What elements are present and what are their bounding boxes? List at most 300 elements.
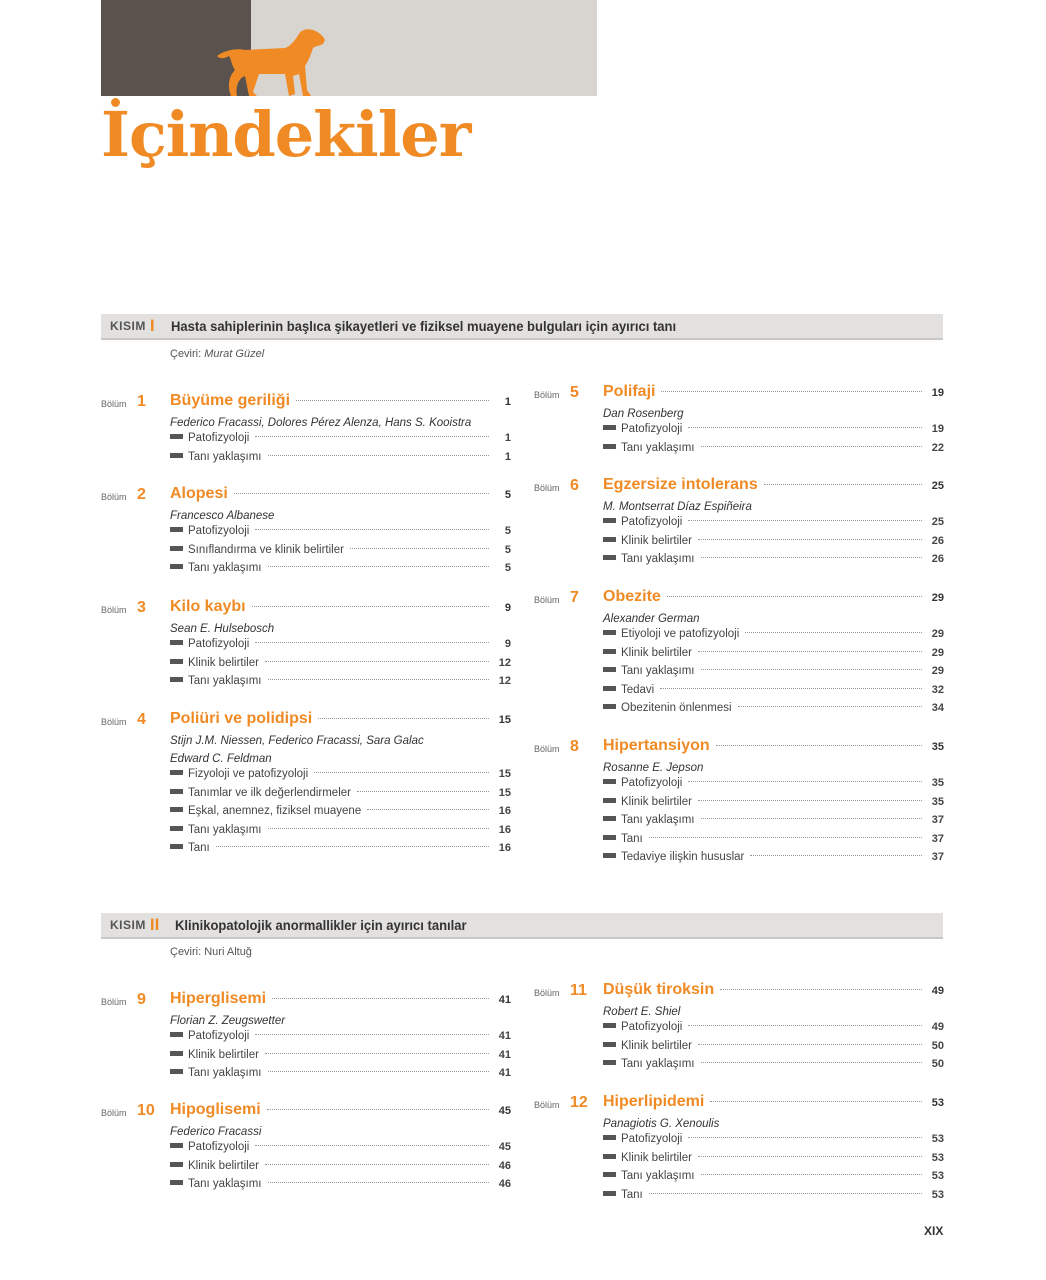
dog-silhouette-icon: [215, 26, 327, 100]
subsection-page: 15: [498, 786, 511, 799]
subsection-label: Patofizyoloji: [188, 525, 250, 537]
subsection-page: 41: [498, 1067, 511, 1080]
bullet-bar-icon: [603, 779, 616, 784]
chapter-title[interactable]: Hipertansiyon: [603, 737, 710, 754]
chapter-title-row: [603, 588, 944, 606]
chapter-heading: [101, 1101, 511, 1123]
subsection-label: Tanı yaklaşımı: [188, 823, 262, 836]
chapter-title[interactable]: Büyüme geriliği: [170, 392, 291, 409]
subsection-entry[interactable]: [603, 684, 944, 703]
dot-leader: [661, 391, 922, 392]
dot-leader: [701, 818, 923, 819]
bullet-bar-icon: [603, 1135, 616, 1140]
subsection-entry[interactable]: [170, 451, 511, 470]
chapter-number: 4: [137, 711, 146, 728]
chapter-title[interactable]: Obezite: [603, 588, 661, 605]
subsection-page: 35: [931, 795, 944, 808]
chapter-title-row: [170, 392, 511, 410]
dot-leader: [667, 596, 922, 597]
dot-leader: [649, 1193, 922, 1194]
bullet-bar-icon: [603, 1172, 616, 1177]
dot-leader: [698, 800, 922, 801]
dot-leader: [698, 539, 922, 540]
subsection-entry[interactable]: [170, 432, 511, 451]
chapter-label: Bölüm: [534, 1100, 560, 1110]
chapter-heading: [534, 737, 944, 759]
page-title: İçindekiler: [101, 98, 471, 171]
dot-leader: [268, 1071, 490, 1072]
chapter-page: 41: [498, 994, 511, 1006]
subsection-label: Tanı yaklaşımı: [188, 1067, 262, 1080]
subsection-page: 32: [931, 683, 944, 696]
subsection-page: 12: [498, 656, 511, 669]
bullet-bar-icon: [170, 659, 183, 664]
chapter-authors: Francesco Albanese: [170, 510, 275, 522]
chapter-label: Bölüm: [534, 988, 560, 998]
dot-leader: [255, 436, 489, 437]
bullet-bar-icon: [603, 1042, 616, 1047]
subsection-label: Tanı yaklaşımı: [621, 1170, 695, 1183]
subsection-label: Tanımlar ve ilk değerlendirmeler: [188, 786, 351, 799]
subsection-entry[interactable]: [603, 1189, 944, 1208]
subsection-entry[interactable]: [603, 647, 944, 666]
bullet-bar-icon: [170, 564, 183, 569]
subsection-label: Tanı yaklaşımı: [188, 1178, 262, 1191]
subsection-label: Tanı yaklaşımı: [188, 562, 262, 575]
dot-leader: [350, 548, 489, 549]
part-label: KISIM: [110, 918, 146, 932]
subsection-label: Eşkal, anemnez, fiziksel muayene: [188, 805, 362, 818]
chapter-page: 19: [931, 387, 944, 399]
subsection-page: 53: [931, 1188, 944, 1201]
dot-leader: [698, 651, 922, 652]
subsection-label: Patofizyoloji: [621, 423, 683, 435]
subsection-entry[interactable]: [170, 842, 511, 861]
chapter-authors: Alexander German: [603, 613, 700, 625]
subsection-page: 9: [504, 638, 511, 650]
subsection-entry[interactable]: [603, 1170, 944, 1189]
chapter-heading: [534, 476, 944, 498]
bullet-bar-icon: [603, 425, 616, 430]
dot-leader: [660, 688, 922, 689]
subsection-label: Tanı yaklaşımı: [621, 665, 695, 678]
chapter-page: 49: [931, 985, 944, 997]
chapter-heading: [534, 981, 944, 1003]
bullet-bar-icon: [170, 1180, 183, 1185]
subsection-entry[interactable]: [170, 824, 511, 843]
chapter-title-row: [603, 476, 944, 494]
subsection-entry[interactable]: [603, 1133, 944, 1152]
part-header-1: [101, 314, 943, 340]
chapter-title[interactable]: Polifaji: [603, 383, 656, 400]
subsection-entry[interactable]: [603, 535, 944, 554]
subsection-page: 29: [931, 628, 944, 640]
subsection-page: 53: [931, 1133, 944, 1145]
bullet-bar-icon: [170, 434, 183, 439]
dot-leader: [688, 781, 922, 782]
chapter-title-row: [170, 1101, 511, 1119]
chapter-entry[interactable]: [534, 588, 944, 721]
chapter-title[interactable]: Egzersize intolerans: [603, 476, 758, 493]
dot-leader: [268, 566, 490, 567]
bullet-bar-icon: [603, 816, 616, 821]
subsection-label: Patofizyoloji: [188, 1030, 250, 1042]
bullet-bar-icon: [603, 704, 616, 709]
chapter-entry[interactable]: [534, 383, 944, 460]
subsection-page: 15: [498, 768, 511, 780]
chapter-entry[interactable]: [534, 737, 944, 870]
chapter-entry[interactable]: [101, 990, 511, 1086]
chapter-heading: [534, 1093, 944, 1115]
subsection-page: 22: [931, 441, 944, 454]
subsection-entry[interactable]: [603, 1058, 944, 1077]
subsection-page: 46: [498, 1178, 511, 1191]
chapter-entry[interactable]: [534, 1093, 944, 1207]
subsection-entry[interactable]: [170, 1141, 511, 1160]
chapter-authors: Panagiotis G. Xenoulis: [603, 1118, 720, 1130]
subsection-label: Tanı yaklaşımı: [188, 675, 262, 688]
subsection-label: Tanı yaklaşımı: [621, 441, 695, 454]
chapter-page: 53: [931, 1097, 944, 1109]
subsection-page: 41: [498, 1030, 511, 1042]
subsection-label: Fizyoloji ve patofizyoloji: [188, 768, 309, 780]
chapter-title[interactable]: Hiperglisemi: [170, 990, 267, 1007]
subsection-entry[interactable]: [170, 544, 511, 563]
subsection-label: Klinik belirtiler: [621, 1039, 692, 1052]
subsection-entry[interactable]: [603, 796, 944, 815]
part-label: KISIM: [110, 319, 146, 333]
chapter-title-row: [603, 1093, 944, 1111]
subsection-page: 29: [931, 646, 944, 659]
subsection-entry[interactable]: [603, 553, 944, 572]
subsection-label: Patofizyoloji: [621, 1133, 683, 1145]
subsection-page: 41: [498, 1048, 511, 1061]
subsection-entry[interactable]: [170, 638, 511, 657]
dot-leader: [701, 1062, 923, 1063]
dot-leader: [216, 846, 489, 847]
subsection-page: 1: [504, 432, 511, 444]
translator-line: [170, 946, 252, 958]
dot-leader: [255, 529, 489, 530]
chapter-heading: [534, 383, 944, 405]
subsection-entry[interactable]: [603, 628, 944, 647]
subsection-page: 25: [931, 516, 944, 528]
chapter-label: Bölüm: [101, 717, 127, 727]
chapter-authors: Federico Fracassi, Dolores Pérez Alenza, Hans S. Kooistra: [170, 417, 472, 429]
chapter-heading: [101, 990, 511, 1012]
subsection-page: 37: [931, 851, 944, 864]
subsection-label: Patofizyoloji: [621, 777, 683, 789]
chapter-number: 5: [570, 384, 579, 401]
chapter-title[interactable]: Düşük tiroksin: [603, 981, 715, 998]
subsection-label: Patofizyoloji: [188, 432, 250, 444]
chapter-entry[interactable]: [101, 485, 511, 581]
subsection-page: 26: [931, 534, 944, 547]
chapter-page: 45: [498, 1105, 511, 1117]
chapter-page: 9: [504, 602, 511, 614]
dot-leader: [255, 1034, 489, 1035]
subsection-label: Klinik belirtiler: [621, 1151, 692, 1164]
subsection-label: Tanı: [621, 1188, 643, 1201]
translator-line: [170, 348, 264, 360]
subsection-entry[interactable]: [170, 805, 511, 824]
subsection-entry[interactable]: [170, 1067, 511, 1086]
subsection-label: Sınıflandırma ve klinik belirtiler: [188, 543, 344, 556]
chapter-title[interactable]: Hiperlipidemi: [603, 1093, 705, 1110]
subsection-label: Tedavi: [621, 683, 655, 696]
translator-prefix: Çeviri:: [170, 348, 202, 360]
chapter-number: 2: [137, 486, 146, 503]
chapter-authors: Dan Rosenberg: [603, 408, 684, 420]
chapter-title[interactable]: Kilo kaybı: [170, 598, 246, 615]
chapter-title-row: [603, 981, 944, 999]
subsection-page: 12: [498, 675, 511, 688]
subsection-label: Klinik belirtiler: [188, 1159, 259, 1172]
chapter-title-row: [603, 383, 944, 401]
subsection-page: 37: [931, 832, 944, 845]
subsection-entry[interactable]: [603, 442, 944, 461]
subsection-page: 53: [931, 1170, 944, 1183]
subsection-entry[interactable]: [170, 562, 511, 581]
bullet-bar-icon: [170, 1051, 183, 1056]
dot-leader: [272, 998, 489, 999]
subsection-page: 29: [931, 665, 944, 678]
subsection-page: 5: [504, 525, 511, 537]
dot-leader: [764, 484, 922, 485]
translator-name: Nuri Altuğ: [204, 946, 252, 958]
subsection-label: Patofizyoloji: [621, 516, 683, 528]
dot-leader: [268, 1182, 490, 1183]
dot-leader: [710, 1101, 922, 1102]
chapter-entry[interactable]: [101, 710, 511, 861]
dot-leader: [318, 718, 489, 719]
dot-leader: [252, 606, 489, 607]
chapter-label: Bölüm: [101, 605, 127, 615]
subsection-page: 53: [931, 1151, 944, 1164]
chapter-heading: [101, 710, 511, 732]
subsection-entry[interactable]: [170, 1160, 511, 1179]
subsection-page: 5: [504, 543, 511, 556]
chapter-entry[interactable]: [534, 981, 944, 1077]
bullet-bar-icon: [170, 546, 183, 551]
dot-leader: [268, 828, 490, 829]
subsection-page: 16: [498, 842, 511, 855]
subsection-page: 1: [504, 450, 511, 463]
subsection-entry[interactable]: [603, 665, 944, 684]
chapter-title[interactable]: Poliüri ve polidipsi: [170, 710, 313, 727]
subsection-page: 46: [498, 1159, 511, 1172]
chapter-number: 12: [570, 1094, 588, 1111]
subsection-entry[interactable]: [170, 1030, 511, 1049]
subsection-label: Tanı: [621, 832, 643, 845]
subsection-entry[interactable]: [603, 814, 944, 833]
subsection-entry[interactable]: [603, 423, 944, 442]
subsection-page: 26: [931, 553, 944, 566]
subsection-label: Patofizyoloji: [188, 638, 250, 650]
subsection-entry[interactable]: [170, 657, 511, 676]
subsection-entry[interactable]: [170, 1178, 511, 1197]
dot-leader: [688, 1025, 922, 1026]
chapter-authors: Stijn J.M. Niessen, Federico Fracassi, Sara Galac: [170, 735, 424, 747]
dot-leader: [255, 1145, 489, 1146]
chapter-page: 25: [931, 480, 944, 492]
bullet-bar-icon: [170, 677, 183, 682]
dot-leader: [268, 679, 490, 680]
chapter-title[interactable]: Hipoglisemi: [170, 1101, 261, 1118]
subsection-label: Klinik belirtiler: [621, 646, 692, 659]
bullet-bar-icon: [170, 826, 183, 831]
subsection-page: 45: [498, 1141, 511, 1153]
dot-leader: [750, 855, 922, 856]
subsection-entry[interactable]: [603, 516, 944, 535]
dot-leader: [745, 632, 922, 633]
bullet-bar-icon: [170, 770, 183, 775]
subsection-label: Tanı yaklaşımı: [188, 450, 262, 463]
dot-leader: [688, 1137, 922, 1138]
chapter-label: Bölüm: [101, 399, 127, 409]
subsection-page: 19: [931, 423, 944, 435]
subsection-label: Klinik belirtiler: [188, 656, 259, 669]
chapter-entry[interactable]: [101, 1101, 511, 1197]
chapter-page: 5: [504, 489, 511, 501]
bullet-bar-icon: [170, 1143, 183, 1148]
subsection-entry[interactable]: [603, 1021, 944, 1040]
subsection-entry[interactable]: [603, 777, 944, 796]
subsection-label: Tedaviye ilişkin hususlar: [621, 851, 745, 864]
bullet-bar-icon: [170, 789, 183, 794]
subsection-entry[interactable]: [603, 1040, 944, 1059]
chapter-heading: [101, 485, 511, 507]
chapter-authors: Sean E. Hulsebosch: [170, 623, 275, 635]
subsection-entry[interactable]: [170, 768, 511, 787]
dot-leader: [255, 642, 489, 643]
part-title: Klinikopatolojik anormallikler için ayırıcı tanılar: [175, 917, 467, 933]
bullet-bar-icon: [603, 853, 616, 858]
bullet-bar-icon: [170, 1069, 183, 1074]
dot-leader: [698, 1156, 922, 1157]
bullet-bar-icon: [603, 1154, 616, 1159]
subsection-entry[interactable]: [603, 1152, 944, 1171]
subsection-page: 16: [498, 805, 511, 818]
chapter-title-row: [170, 710, 511, 728]
chapter-entry[interactable]: [534, 476, 944, 572]
subsection-page: 49: [931, 1021, 944, 1033]
subsection-entry[interactable]: [603, 702, 944, 721]
chapter-label: Bölüm: [534, 483, 560, 493]
dot-leader: [265, 1053, 489, 1054]
dot-leader: [268, 455, 490, 456]
chapter-number: 1: [137, 393, 146, 410]
subsection-page: 37: [931, 814, 944, 827]
chapter-heading: [101, 392, 511, 414]
bullet-bar-icon: [603, 686, 616, 691]
dot-leader: [701, 557, 923, 558]
chapter-authors: M. Montserrat Díaz Espiñeira: [603, 501, 752, 513]
bullet-bar-icon: [603, 1060, 616, 1065]
dot-leader: [649, 837, 922, 838]
dot-leader: [296, 400, 489, 401]
bullet-bar-icon: [170, 640, 183, 645]
chapter-page: 15: [498, 714, 511, 726]
subsection-entry[interactable]: [170, 1049, 511, 1068]
chapter-title[interactable]: Alopesi: [170, 485, 228, 502]
bullet-bar-icon: [603, 1191, 616, 1196]
chapter-number: 6: [570, 477, 579, 494]
part-title: Hasta sahiplerinin başlıca şikayetleri ve fiziksel muayene bulguları için ayırıcı tanı: [170, 318, 676, 334]
dot-leader: [701, 669, 923, 670]
dot-leader: [688, 427, 922, 428]
chapter-title-row: [603, 737, 944, 755]
chapter-label: Bölüm: [534, 390, 560, 400]
subsection-entry[interactable]: [603, 833, 944, 852]
subsection-page: 50: [931, 1039, 944, 1052]
dot-leader: [234, 493, 489, 494]
subsection-page: 16: [498, 823, 511, 836]
page-number: XIX: [924, 1224, 944, 1238]
bullet-bar-icon: [603, 667, 616, 672]
dot-leader: [265, 661, 489, 662]
chapter-authors: Edward C. Feldman: [170, 753, 272, 765]
subsection-entry[interactable]: [170, 525, 511, 544]
bullet-bar-icon: [170, 527, 183, 532]
bullet-bar-icon: [170, 807, 183, 812]
dot-leader: [367, 809, 489, 810]
chapter-number: 7: [570, 589, 579, 606]
chapter-title-row: [170, 990, 511, 1008]
subsection-label: Patofizyoloji: [188, 1141, 250, 1153]
dot-leader: [701, 446, 923, 447]
chapter-entry[interactable]: [101, 598, 511, 694]
subsection-entry[interactable]: [170, 675, 511, 694]
subsection-page: 5: [504, 562, 511, 575]
chapter-authors: Florian Z. Zeugswetter: [170, 1015, 286, 1027]
chapter-authors: Rosanne E. Jepson: [603, 762, 704, 774]
translator-prefix: Çeviri:: [170, 946, 202, 958]
dot-leader: [698, 1044, 922, 1045]
chapter-page: 29: [931, 592, 944, 604]
chapter-label: Bölüm: [101, 1108, 127, 1118]
part-header-2: [101, 913, 943, 939]
subsection-label: Tanı yaklaşımı: [621, 1058, 695, 1071]
chapter-entry[interactable]: [101, 392, 511, 469]
subsection-label: Etiyoloji ve patofizyoloji: [621, 628, 740, 640]
chapter-heading: [534, 588, 944, 610]
dot-leader: [738, 706, 922, 707]
bullet-bar-icon: [170, 844, 183, 849]
bullet-bar-icon: [603, 798, 616, 803]
subsection-label: Klinik belirtiler: [188, 1048, 259, 1061]
chapter-title-row: [170, 598, 511, 616]
chapter-title-row: [170, 485, 511, 503]
dot-leader: [701, 1174, 923, 1175]
subsection-entry[interactable]: [170, 787, 511, 806]
bullet-bar-icon: [603, 649, 616, 654]
dot-leader: [716, 745, 922, 746]
header-banner: [101, 0, 597, 96]
subsection-label: Obezitenin önlenmesi: [621, 702, 732, 715]
chapter-label: Bölüm: [534, 595, 560, 605]
subsection-page: 35: [931, 777, 944, 789]
bullet-bar-icon: [603, 835, 616, 840]
chapter-number: 3: [137, 599, 146, 616]
subsection-label: Tanı yaklaşımı: [621, 553, 695, 566]
bullet-bar-icon: [170, 1162, 183, 1167]
chapter-label: Bölüm: [101, 997, 127, 1007]
dot-leader: [267, 1109, 489, 1110]
chapter-page: 35: [931, 741, 944, 753]
chapter-number: 10: [137, 1102, 155, 1119]
subsection-entry[interactable]: [603, 851, 944, 870]
